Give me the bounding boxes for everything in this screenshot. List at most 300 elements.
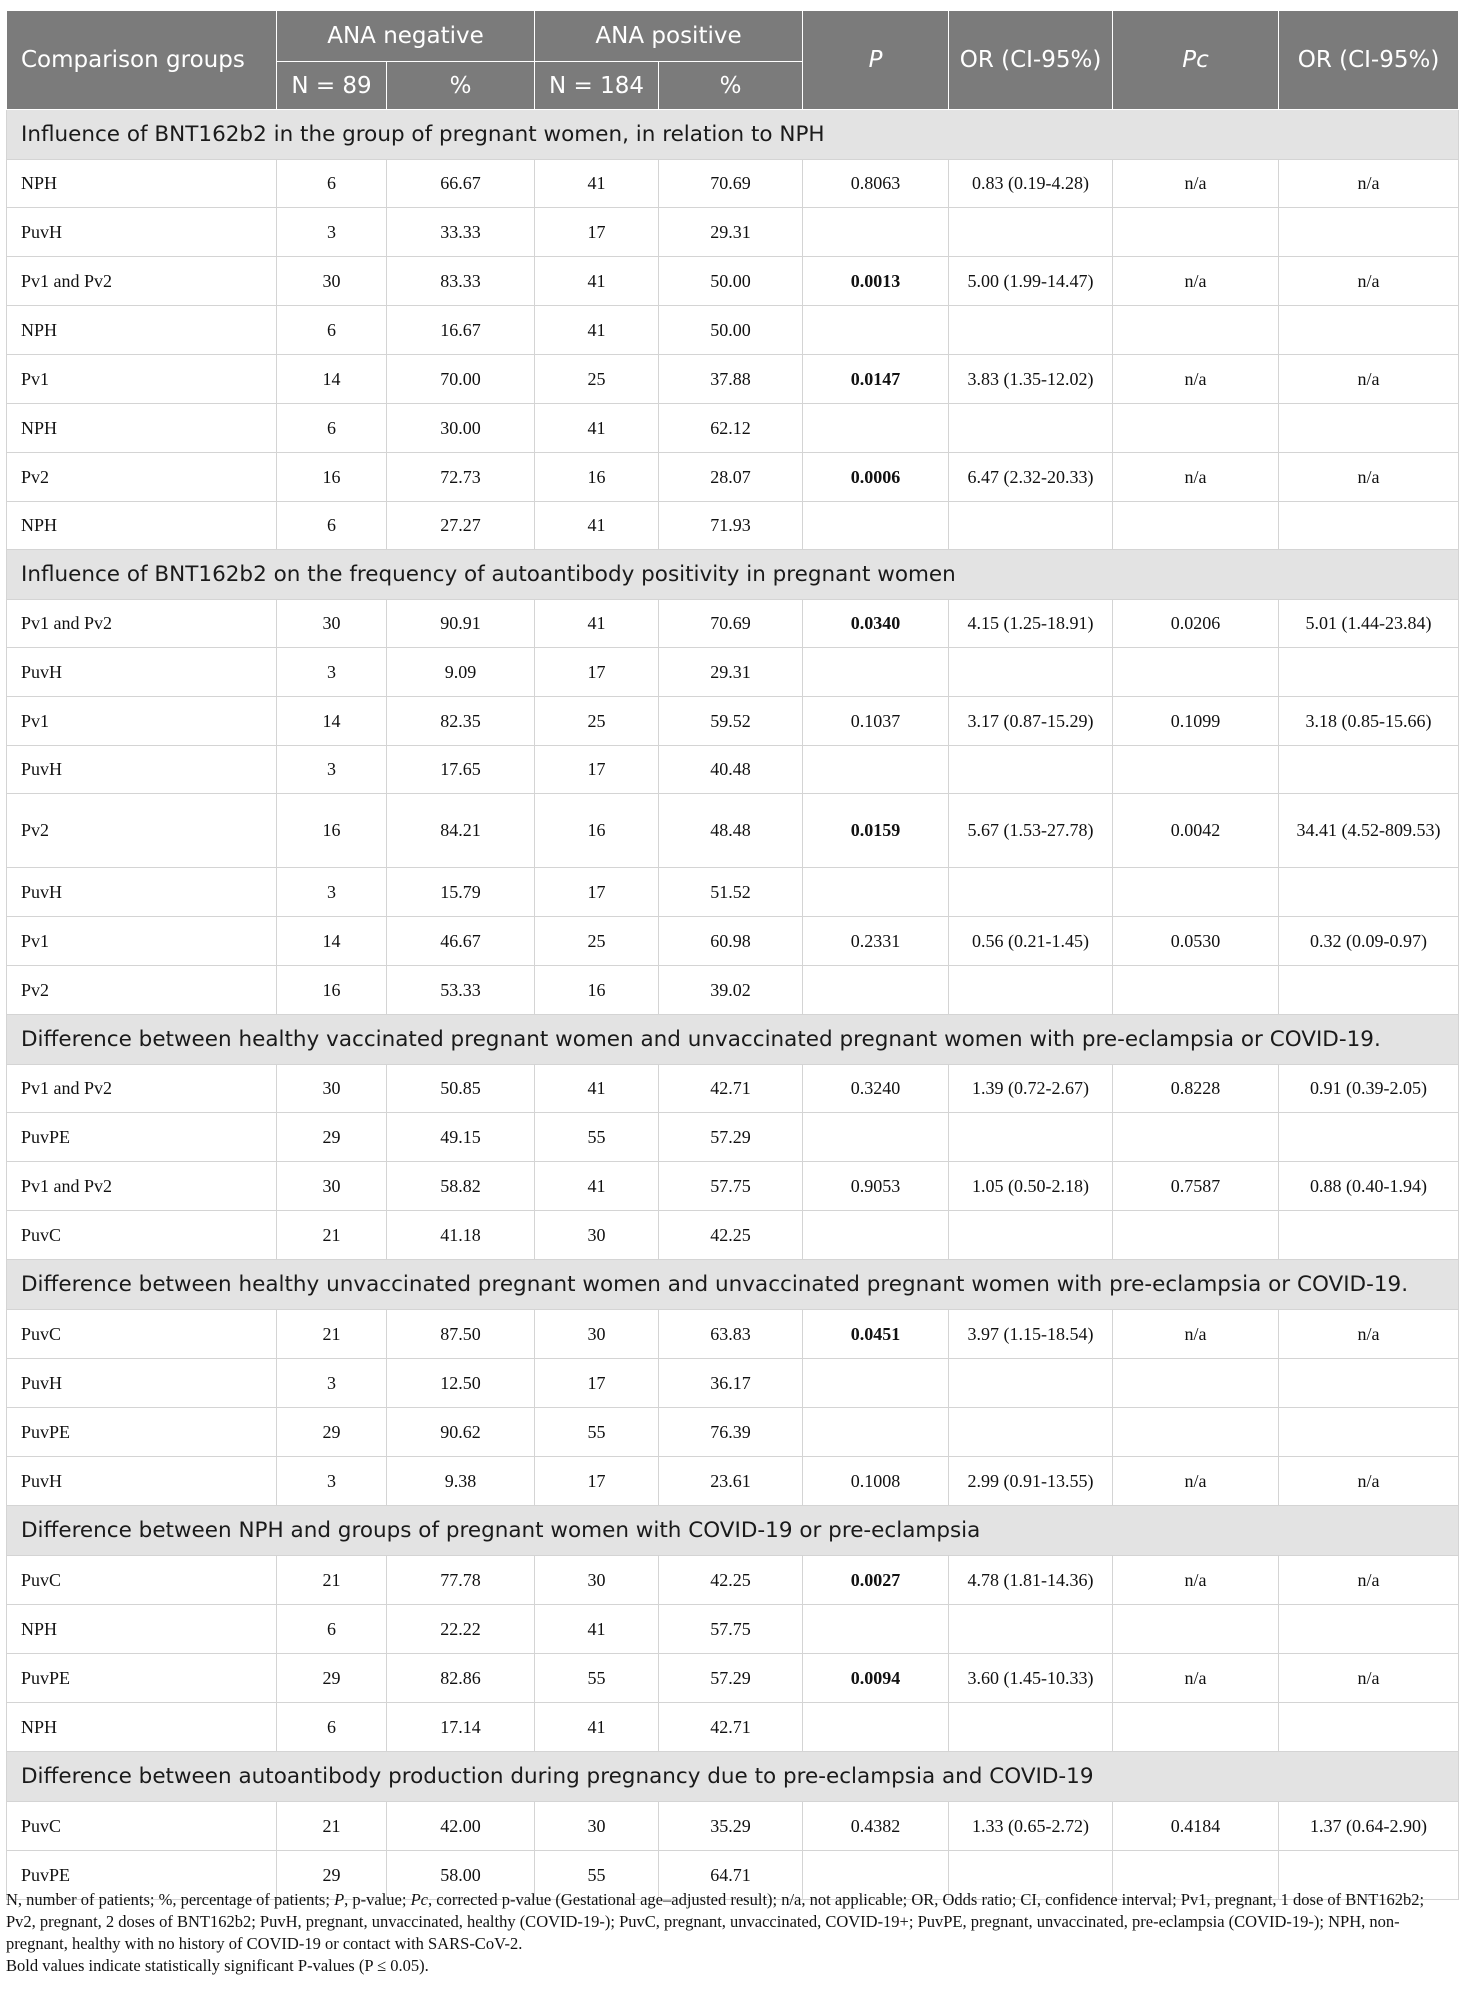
row-group: NPH — [7, 306, 277, 355]
adjusted-odds-ratio: n/a — [1279, 1457, 1459, 1506]
adjusted-odds-ratio: n/a — [1279, 1556, 1459, 1605]
ana-positive-count: 55 — [535, 1113, 659, 1162]
corrected-p-value: 0.1099 — [1113, 697, 1279, 746]
ana-negative-count: 14 — [277, 697, 387, 746]
corrected-p-value: 0.4184 — [1113, 1802, 1279, 1851]
ana-negative-count: 6 — [277, 160, 387, 208]
ana-negative-count: 30 — [277, 600, 387, 648]
row-group: PuvPE — [7, 1654, 277, 1703]
ana-positive-count: 17 — [535, 208, 659, 257]
ana-negative-percent: 42.00 — [387, 1802, 535, 1851]
adjusted-odds-ratio: 0.91 (0.39-2.05) — [1279, 1065, 1459, 1113]
table-row — [7, 746, 1459, 794]
table-row — [7, 697, 1459, 746]
corrected-p-value: 0.0042 — [1113, 794, 1279, 868]
odds-ratio — [949, 746, 1113, 794]
ana-positive-count: 55 — [535, 1408, 659, 1457]
table-row — [7, 1654, 1459, 1703]
odds-ratio: 3.60 (1.45-10.33) — [949, 1654, 1113, 1703]
ana-positive-count: 41 — [535, 502, 659, 550]
ana-positive-count: 55 — [535, 1654, 659, 1703]
row-group: PuvPE — [7, 1113, 277, 1162]
ana-negative-percent: 82.86 — [387, 1654, 535, 1703]
ana-negative-count: 16 — [277, 966, 387, 1015]
odds-ratio — [949, 966, 1113, 1015]
section-title: Difference between healthy vaccinated pregnant women and unvaccinated pregnant women with pre-eclampsia or COVID-19. — [7, 1015, 1459, 1065]
ana-negative-percent: 17.14 — [387, 1703, 535, 1752]
ana-positive-percent: 42.25 — [659, 1556, 803, 1605]
ana-positive-count: 16 — [535, 453, 659, 502]
ana-negative-percent: 9.09 — [387, 648, 535, 697]
p-value: 0.0027 — [803, 1556, 949, 1605]
corrected-p-value — [1113, 746, 1279, 794]
results-table — [6, 10, 1459, 1900]
table-body — [7, 110, 1459, 1900]
adjusted-odds-ratio: n/a — [1279, 355, 1459, 404]
ana-positive-count: 55 — [535, 1851, 659, 1900]
table-row — [7, 1113, 1459, 1162]
p-value — [803, 746, 949, 794]
corrected-p-value — [1113, 1359, 1279, 1408]
ana-negative-count: 30 — [277, 257, 387, 306]
table-row — [7, 355, 1459, 404]
adjusted-odds-ratio — [1279, 868, 1459, 917]
ana-positive-count: 17 — [535, 648, 659, 697]
row-group: Pv2 — [7, 966, 277, 1015]
odds-ratio — [949, 1605, 1113, 1654]
ana-negative-percent: 12.50 — [387, 1359, 535, 1408]
table-row — [7, 208, 1459, 257]
ana-negative-percent: 77.78 — [387, 1556, 535, 1605]
p-value: 0.0013 — [803, 257, 949, 306]
ana-negative-count: 29 — [277, 1851, 387, 1900]
row-group: NPH — [7, 1605, 277, 1654]
table-row — [7, 1457, 1459, 1506]
row-group: PuvH — [7, 746, 277, 794]
ana-negative-percent: 33.33 — [387, 208, 535, 257]
p-value: 0.0159 — [803, 794, 949, 868]
corrected-p-value: 0.0206 — [1113, 600, 1279, 648]
row-group: PuvH — [7, 868, 277, 917]
header-p-value: P — [803, 11, 949, 110]
ana-negative-percent: 90.91 — [387, 600, 535, 648]
ana-negative-percent: 58.00 — [387, 1851, 535, 1900]
ana-positive-percent: 70.69 — [659, 600, 803, 648]
adjusted-odds-ratio — [1279, 208, 1459, 257]
footnote-bold-note: Bold values indicate statistically significant P-values (P ≤ 0.05). — [6, 1956, 429, 1975]
table-row — [7, 868, 1459, 917]
ana-positive-percent: 48.48 — [659, 794, 803, 868]
corrected-p-value — [1113, 648, 1279, 697]
odds-ratio: 1.05 (0.50-2.18) — [949, 1162, 1113, 1211]
p-value — [803, 1408, 949, 1457]
ana-positive-count: 30 — [535, 1310, 659, 1359]
section-title: Difference between autoantibody production during pregnancy due to pre-eclampsia and COVID-19 — [7, 1752, 1459, 1802]
corrected-p-value — [1113, 966, 1279, 1015]
p-value — [803, 306, 949, 355]
row-group: Pv1 — [7, 355, 277, 404]
odds-ratio: 4.15 (1.25-18.91) — [949, 600, 1113, 648]
odds-ratio — [949, 648, 1113, 697]
header-comparison-groups: Comparison groups — [7, 11, 277, 110]
ana-positive-percent: 70.69 — [659, 160, 803, 208]
ana-positive-count: 30 — [535, 1802, 659, 1851]
table-row — [7, 404, 1459, 453]
ana-positive-percent: 60.98 — [659, 917, 803, 966]
ana-positive-count: 17 — [535, 746, 659, 794]
table-row — [7, 1162, 1459, 1211]
odds-ratio: 0.83 (0.19-4.28) — [949, 160, 1113, 208]
ana-negative-count: 3 — [277, 648, 387, 697]
p-value: 0.9053 — [803, 1162, 949, 1211]
odds-ratio — [949, 868, 1113, 917]
table-row — [7, 794, 1459, 868]
row-group: PuvH — [7, 648, 277, 697]
section-title: Difference between healthy unvaccinated pregnant women and unvaccinated pregnant women with pre-eclampsia or COVID-19. — [7, 1260, 1459, 1310]
ana-negative-count: 29 — [277, 1113, 387, 1162]
odds-ratio — [949, 404, 1113, 453]
odds-ratio: 6.47 (2.32-20.33) — [949, 453, 1113, 502]
row-group: NPH — [7, 1703, 277, 1752]
adjusted-odds-ratio: n/a — [1279, 160, 1459, 208]
ana-negative-percent: 15.79 — [387, 868, 535, 917]
adjusted-odds-ratio: n/a — [1279, 1310, 1459, 1359]
section-header — [7, 550, 1459, 600]
ana-negative-percent: 70.00 — [387, 355, 535, 404]
ana-negative-percent: 16.67 — [387, 306, 535, 355]
adjusted-odds-ratio — [1279, 1605, 1459, 1654]
header-adjusted-odds-ratio: OR (CI-95%) — [1279, 11, 1459, 110]
odds-ratio: 2.99 (0.91-13.55) — [949, 1457, 1113, 1506]
ana-positive-count: 16 — [535, 966, 659, 1015]
corrected-p-value — [1113, 1408, 1279, 1457]
adjusted-odds-ratio — [1279, 1408, 1459, 1457]
ana-positive-percent: 42.71 — [659, 1703, 803, 1752]
adjusted-odds-ratio — [1279, 306, 1459, 355]
ana-positive-count: 41 — [535, 1703, 659, 1752]
footnote-text: , corrected p-value (Gestational age–adjusted result); n/a, not applicable; OR, Odds ratio; CI, confidence interval; Pv1, pregnant, 1 dose of BNT162b2; Pv2, pregnant, 2 doses of BNT162b2; PuvH, pregnant, unvaccinated, healthy (COVID-19-); PuvC, pregnant, unvaccinated, COVID-19+; PuvPE, pregnant, unvaccinated, pre-eclampsia (COVID-19-); NPH, non-pregnant, healthy with no history of COVID-19 or contact with SARS-CoV-2. — [6, 1890, 1425, 1953]
p-value: 0.3240 — [803, 1065, 949, 1113]
footnote-text: N, number of patients; %, percentage of patients; — [6, 1890, 335, 1909]
odds-ratio — [949, 306, 1113, 355]
ana-negative-percent: 87.50 — [387, 1310, 535, 1359]
footnote-pc-italic: Pc — [410, 1890, 428, 1909]
footnote-p-italic: P — [334, 1890, 345, 1909]
ana-positive-percent: 59.52 — [659, 697, 803, 746]
row-group: PuvPE — [7, 1408, 277, 1457]
ana-negative-count: 30 — [277, 1065, 387, 1113]
table-row — [7, 600, 1459, 648]
ana-negative-count: 3 — [277, 746, 387, 794]
corrected-p-value: n/a — [1113, 453, 1279, 502]
corrected-p-value — [1113, 404, 1279, 453]
ana-positive-count: 41 — [535, 600, 659, 648]
corrected-p-value: n/a — [1113, 1556, 1279, 1605]
ana-positive-percent: 37.88 — [659, 355, 803, 404]
table-footnote — [6, 1889, 1454, 1977]
corrected-p-value: 0.8228 — [1113, 1065, 1279, 1113]
header-corrected-p: Pc — [1113, 11, 1279, 110]
ana-positive-percent: 57.75 — [659, 1605, 803, 1654]
ana-negative-count: 14 — [277, 917, 387, 966]
section-title: Difference between NPH and groups of pregnant women with COVID-19 or pre-eclampsia — [7, 1506, 1459, 1556]
row-group: Pv1 and Pv2 — [7, 1162, 277, 1211]
ana-negative-count: 16 — [277, 453, 387, 502]
ana-positive-percent: 50.00 — [659, 257, 803, 306]
ana-negative-percent: 41.18 — [387, 1211, 535, 1260]
odds-ratio — [949, 1359, 1113, 1408]
adjusted-odds-ratio: 0.32 (0.09-0.97) — [1279, 917, 1459, 966]
header-positive-percent: % — [659, 62, 803, 110]
results-table-container — [6, 10, 1458, 1900]
corrected-p-value: 0.7587 — [1113, 1162, 1279, 1211]
ana-positive-percent: 71.93 — [659, 502, 803, 550]
ana-negative-count: 29 — [277, 1654, 387, 1703]
table-row — [7, 1802, 1459, 1851]
row-group: PuvH — [7, 1359, 277, 1408]
header-odds-ratio: OR (CI-95%) — [949, 11, 1113, 110]
row-group: Pv1 — [7, 697, 277, 746]
table-row — [7, 160, 1459, 208]
row-group: PuvC — [7, 1211, 277, 1260]
odds-ratio — [949, 1408, 1113, 1457]
section-header — [7, 1015, 1459, 1065]
section-header — [7, 1506, 1459, 1556]
ana-negative-count: 6 — [277, 1605, 387, 1654]
row-group: PuvC — [7, 1310, 277, 1359]
ana-positive-percent: 57.29 — [659, 1113, 803, 1162]
corrected-p-value: 0.0530 — [1113, 917, 1279, 966]
row-group: Pv2 — [7, 453, 277, 502]
corrected-p-value: n/a — [1113, 1457, 1279, 1506]
odds-ratio: 1.33 (0.65-2.72) — [949, 1802, 1113, 1851]
row-group: NPH — [7, 160, 277, 208]
corrected-p-value — [1113, 306, 1279, 355]
section-header — [7, 110, 1459, 160]
row-group: PuvPE — [7, 1851, 277, 1900]
corrected-p-value — [1113, 1605, 1279, 1654]
corrected-p-value: n/a — [1113, 1310, 1279, 1359]
p-value: 0.1037 — [803, 697, 949, 746]
table-row — [7, 306, 1459, 355]
ana-positive-count: 25 — [535, 697, 659, 746]
adjusted-odds-ratio — [1279, 1113, 1459, 1162]
ana-positive-count: 41 — [535, 257, 659, 306]
p-value — [803, 1703, 949, 1752]
row-group: Pv1 — [7, 917, 277, 966]
corrected-p-value — [1113, 868, 1279, 917]
table-row — [7, 648, 1459, 697]
row-group: NPH — [7, 404, 277, 453]
table-row — [7, 1359, 1459, 1408]
ana-positive-percent: 39.02 — [659, 966, 803, 1015]
row-group: PuvH — [7, 208, 277, 257]
section-title: Influence of BNT162b2 in the group of pregnant women, in relation to NPH — [7, 110, 1459, 160]
p-value — [803, 1605, 949, 1654]
ana-negative-count: 6 — [277, 502, 387, 550]
corrected-p-value: n/a — [1113, 257, 1279, 306]
odds-ratio — [949, 208, 1113, 257]
row-group: PuvC — [7, 1556, 277, 1605]
p-value — [803, 1211, 949, 1260]
adjusted-odds-ratio — [1279, 1359, 1459, 1408]
ana-positive-count: 25 — [535, 355, 659, 404]
corrected-p-value — [1113, 1113, 1279, 1162]
adjusted-odds-ratio — [1279, 1703, 1459, 1752]
row-group: Pv1 and Pv2 — [7, 1065, 277, 1113]
header-negative-percent: % — [387, 62, 535, 110]
corrected-p-value — [1113, 208, 1279, 257]
row-group: Pv1 and Pv2 — [7, 600, 277, 648]
ana-negative-count: 21 — [277, 1802, 387, 1851]
table-row — [7, 1310, 1459, 1359]
ana-negative-percent: 72.73 — [387, 453, 535, 502]
odds-ratio: 3.17 (0.87-15.29) — [949, 697, 1113, 746]
header-ana-negative: ANA negative — [277, 11, 535, 62]
table-row — [7, 257, 1459, 306]
ana-positive-count: 25 — [535, 917, 659, 966]
ana-positive-count: 30 — [535, 1556, 659, 1605]
header-ana-positive: ANA positive — [535, 11, 803, 62]
ana-negative-count: 21 — [277, 1556, 387, 1605]
ana-negative-count: 29 — [277, 1408, 387, 1457]
p-value — [803, 648, 949, 697]
ana-negative-count: 3 — [277, 208, 387, 257]
adjusted-odds-ratio — [1279, 966, 1459, 1015]
ana-negative-count: 6 — [277, 404, 387, 453]
ana-negative-count: 6 — [277, 306, 387, 355]
ana-positive-count: 17 — [535, 1359, 659, 1408]
corrected-p-value — [1113, 502, 1279, 550]
p-value — [803, 404, 949, 453]
ana-positive-percent: 29.31 — [659, 208, 803, 257]
table-row — [7, 1408, 1459, 1457]
corrected-p-value: n/a — [1113, 355, 1279, 404]
ana-positive-percent: 64.71 — [659, 1851, 803, 1900]
ana-negative-percent: 50.85 — [387, 1065, 535, 1113]
odds-ratio — [949, 1703, 1113, 1752]
p-value — [803, 208, 949, 257]
p-value: 0.8063 — [803, 160, 949, 208]
ana-positive-count: 17 — [535, 1457, 659, 1506]
odds-ratio: 3.83 (1.35-12.02) — [949, 355, 1113, 404]
table-row — [7, 966, 1459, 1015]
footnote-text: , p-value; — [344, 1890, 411, 1909]
odds-ratio — [949, 1211, 1113, 1260]
table-row — [7, 502, 1459, 550]
adjusted-odds-ratio: n/a — [1279, 453, 1459, 502]
adjusted-odds-ratio: 5.01 (1.44-23.84) — [1279, 600, 1459, 648]
ana-positive-percent: 23.61 — [659, 1457, 803, 1506]
adjusted-odds-ratio: 3.18 (0.85-15.66) — [1279, 697, 1459, 746]
section-header — [7, 1260, 1459, 1310]
p-value — [803, 502, 949, 550]
adjusted-odds-ratio: n/a — [1279, 257, 1459, 306]
odds-ratio: 5.00 (1.99-14.47) — [949, 257, 1113, 306]
ana-positive-percent: 57.29 — [659, 1654, 803, 1703]
ana-negative-percent: 90.62 — [387, 1408, 535, 1457]
p-value — [803, 1113, 949, 1162]
ana-positive-percent: 50.00 — [659, 306, 803, 355]
corrected-p-value: n/a — [1113, 1654, 1279, 1703]
ana-positive-count: 30 — [535, 1211, 659, 1260]
odds-ratio — [949, 1113, 1113, 1162]
adjusted-odds-ratio: n/a — [1279, 1654, 1459, 1703]
ana-negative-count: 3 — [277, 1359, 387, 1408]
ana-positive-count: 41 — [535, 1162, 659, 1211]
p-value: 0.0094 — [803, 1654, 949, 1703]
ana-negative-percent: 84.21 — [387, 794, 535, 868]
ana-positive-percent: 62.12 — [659, 404, 803, 453]
header-negative-n: N = 89 — [277, 62, 387, 110]
ana-positive-count: 41 — [535, 306, 659, 355]
odds-ratio: 4.78 (1.81-14.36) — [949, 1556, 1113, 1605]
corrected-p-value: n/a — [1113, 160, 1279, 208]
ana-negative-count: 16 — [277, 794, 387, 868]
ana-negative-count: 21 — [277, 1211, 387, 1260]
ana-positive-percent: 28.07 — [659, 453, 803, 502]
p-value: 0.1008 — [803, 1457, 949, 1506]
adjusted-odds-ratio — [1279, 648, 1459, 697]
table-header — [7, 11, 1459, 110]
section-header — [7, 1752, 1459, 1802]
ana-positive-percent: 35.29 — [659, 1802, 803, 1851]
corrected-p-value — [1113, 1211, 1279, 1260]
adjusted-odds-ratio — [1279, 502, 1459, 550]
ana-negative-count: 6 — [277, 1703, 387, 1752]
p-value: 0.0451 — [803, 1310, 949, 1359]
row-group: Pv1 and Pv2 — [7, 257, 277, 306]
ana-positive-count: 17 — [535, 868, 659, 917]
ana-positive-percent: 29.31 — [659, 648, 803, 697]
ana-negative-percent: 53.33 — [387, 966, 535, 1015]
ana-negative-count: 21 — [277, 1310, 387, 1359]
odds-ratio: 5.67 (1.53-27.78) — [949, 794, 1113, 868]
row-group: PuvC — [7, 1802, 277, 1851]
p-value — [803, 868, 949, 917]
ana-negative-percent: 30.00 — [387, 404, 535, 453]
ana-positive-count: 41 — [535, 404, 659, 453]
adjusted-odds-ratio: 1.37 (0.64-2.90) — [1279, 1802, 1459, 1851]
ana-negative-percent: 66.67 — [387, 160, 535, 208]
row-group: Pv2 — [7, 794, 277, 868]
footnote-abbreviations — [6, 1889, 1454, 1955]
ana-positive-percent: 63.83 — [659, 1310, 803, 1359]
ana-positive-percent: 57.75 — [659, 1162, 803, 1211]
table-row — [7, 917, 1459, 966]
ana-negative-percent: 49.15 — [387, 1113, 535, 1162]
ana-positive-count: 16 — [535, 794, 659, 868]
adjusted-odds-ratio — [1279, 746, 1459, 794]
p-value: 0.0340 — [803, 600, 949, 648]
p-value: 0.0006 — [803, 453, 949, 502]
p-value — [803, 966, 949, 1015]
ana-positive-count: 41 — [535, 160, 659, 208]
table-row — [7, 1703, 1459, 1752]
table-row — [7, 1605, 1459, 1654]
row-group: PuvH — [7, 1457, 277, 1506]
section-title: Influence of BNT162b2 on the frequency of autoantibody positivity in pregnant women — [7, 550, 1459, 600]
adjusted-odds-ratio — [1279, 404, 1459, 453]
row-group: NPH — [7, 502, 277, 550]
ana-positive-percent: 51.52 — [659, 868, 803, 917]
adjusted-odds-ratio: 0.88 (0.40-1.94) — [1279, 1162, 1459, 1211]
ana-negative-percent: 58.82 — [387, 1162, 535, 1211]
ana-negative-count: 3 — [277, 868, 387, 917]
odds-ratio: 3.97 (1.15-18.54) — [949, 1310, 1113, 1359]
ana-negative-count: 30 — [277, 1162, 387, 1211]
ana-positive-percent: 42.71 — [659, 1065, 803, 1113]
